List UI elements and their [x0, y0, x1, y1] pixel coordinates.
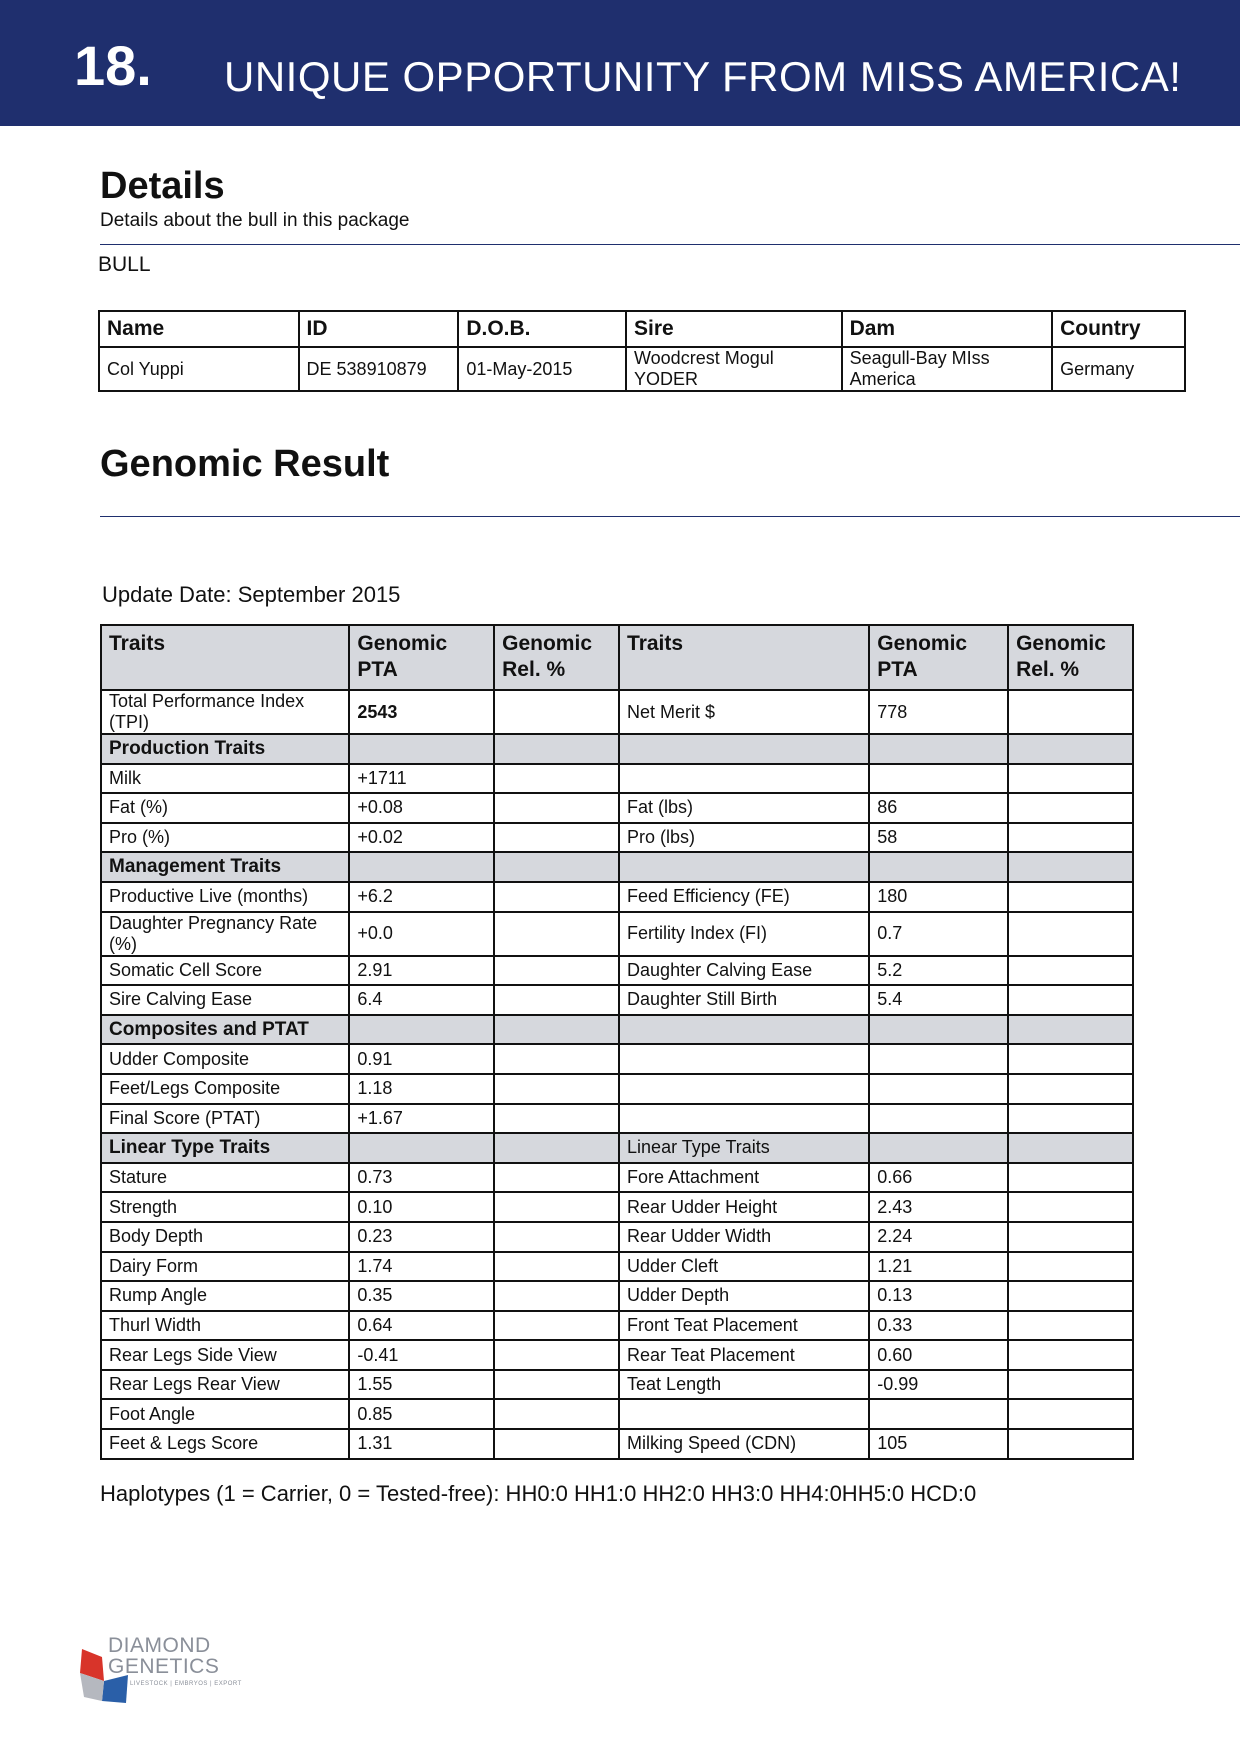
cell-trait-right: Rear Udder Height — [619, 1192, 869, 1222]
table-row — [101, 764, 1133, 794]
header-pta-left: Genomic PTA — [349, 625, 494, 690]
cell-trait-left: Rear Legs Side View — [101, 1340, 349, 1370]
cell-rel-left — [494, 690, 619, 734]
update-date: Update Date: September 2015 — [102, 582, 401, 607]
cell-rel-right — [1008, 1429, 1133, 1459]
header-rel-right: Genomic Rel. % — [1008, 625, 1133, 690]
cell-rel-right — [1008, 734, 1133, 764]
cell-trait-left: Body Depth — [101, 1222, 349, 1252]
cell-rel-left — [494, 1044, 619, 1074]
cell-trait-left: Somatic Cell Score — [101, 956, 349, 986]
haplotypes-line: Haplotypes (1 = Carrier, 0 = Tested-free): HH0:0 HH1:0 HH2:0 HH3:0 HH4:0HH5:0 HCD:0 — [100, 1481, 977, 1506]
cell-pta-right: -0.99 — [869, 1370, 1008, 1400]
cell-rel-left — [494, 1399, 619, 1429]
cell-rel-right — [1008, 1370, 1133, 1400]
cell-pta-left: 1.74 — [349, 1252, 494, 1282]
cell-rel-left — [494, 1340, 619, 1370]
table-row — [101, 1281, 1133, 1311]
cell-pta-left: -0.41 — [349, 1340, 494, 1370]
cell-rel-right — [1008, 882, 1133, 912]
cell-pta-left: 0.73 — [349, 1163, 494, 1193]
cell-pta-left: 1.18 — [349, 1074, 494, 1104]
header-rel-left: Genomic Rel. % — [494, 625, 619, 690]
details-title: Details — [100, 165, 225, 207]
cell-pta-left: 2.91 — [349, 956, 494, 986]
cell-trait-left: Feet & Legs Score — [101, 1429, 349, 1459]
logo-tagline: LIVESTOCK | EMBRYOS | EXPORT — [130, 1681, 242, 1687]
cell-trait-left: Strength — [101, 1192, 349, 1222]
genomic-table-header — [101, 625, 1133, 690]
details-divider — [100, 244, 1240, 245]
table-row — [101, 1252, 1133, 1282]
bull-id: DE 538910879 — [299, 347, 459, 391]
cell-trait-right: Udder Depth — [619, 1281, 869, 1311]
cell-rel-right — [1008, 1399, 1133, 1429]
cell-pta-right: 2.24 — [869, 1222, 1008, 1252]
cell-trait-right: Fertility Index (FI) — [619, 912, 869, 956]
cell-trait-right: Front Teat Placement — [619, 1311, 869, 1341]
cell-pta-left: 0.85 — [349, 1399, 494, 1429]
cell-rel-left — [494, 956, 619, 986]
cell-pta-right — [869, 852, 1008, 882]
table-row — [101, 1222, 1133, 1252]
cell-trait-left: Pro (%) — [101, 823, 349, 853]
cell-pta-right: 0.13 — [869, 1281, 1008, 1311]
bull-country: Germany — [1052, 347, 1185, 391]
bull-label: BULL — [98, 253, 151, 276]
cell-rel-left — [494, 1370, 619, 1400]
cell-trait-left: Foot Angle — [101, 1399, 349, 1429]
cell-rel-right — [1008, 1015, 1133, 1045]
cell-trait-left: Production Traits — [101, 734, 349, 764]
cell-rel-left — [494, 823, 619, 853]
genomic-table — [100, 624, 1134, 1460]
cell-trait-left: Rear Legs Rear View — [101, 1370, 349, 1400]
cell-rel-left — [494, 1104, 619, 1134]
cell-trait-left: Sire Calving Ease — [101, 985, 349, 1015]
bull-sire: Woodcrest Mogul YODER — [626, 347, 842, 391]
cell-trait-left: Milk — [101, 764, 349, 794]
cell-pta-left: +6.2 — [349, 882, 494, 912]
cell-trait-right: Milking Speed (CDN) — [619, 1429, 869, 1459]
cell-rel-right — [1008, 793, 1133, 823]
cell-rel-left — [494, 1133, 619, 1163]
cell-rel-right — [1008, 1044, 1133, 1074]
section-row — [101, 852, 1133, 882]
cell-trait-right — [619, 734, 869, 764]
cell-rel-right — [1008, 912, 1133, 956]
cell-pta-left: +1711 — [349, 764, 494, 794]
bull-table-row — [99, 347, 1185, 391]
cell-rel-right — [1008, 1104, 1133, 1134]
cell-trait-left: Feet/Legs Composite — [101, 1074, 349, 1104]
cell-rel-left — [494, 793, 619, 823]
table-row — [101, 1192, 1133, 1222]
header-pta-right: Genomic PTA — [869, 625, 1008, 690]
cell-trait-right: Fore Attachment — [619, 1163, 869, 1193]
cell-pta-right: 0.7 — [869, 912, 1008, 956]
cell-pta-right — [869, 764, 1008, 794]
bull-header-country: Country — [1052, 311, 1185, 347]
cell-rel-right — [1008, 690, 1133, 734]
cell-trait-right — [619, 1044, 869, 1074]
cell-pta-left — [349, 852, 494, 882]
cell-trait-right — [619, 1015, 869, 1045]
cell-trait-right: Feed Efficiency (FE) — [619, 882, 869, 912]
table-row — [101, 1399, 1133, 1429]
cell-rel-right — [1008, 956, 1133, 986]
cell-rel-left — [494, 1015, 619, 1045]
cell-pta-right: 180 — [869, 882, 1008, 912]
cell-trait-right: Rear Teat Placement — [619, 1340, 869, 1370]
cell-rel-right — [1008, 1311, 1133, 1341]
section-row — [101, 1133, 1133, 1163]
header-traits-left: Traits — [101, 625, 349, 690]
bull-table — [98, 310, 1186, 392]
cell-trait-right: Teat Length — [619, 1370, 869, 1400]
bull-header-name: Name — [99, 311, 299, 347]
table-row — [101, 1104, 1133, 1134]
logo-line-1: DIAMOND — [108, 1634, 211, 1657]
bull-table-header — [99, 311, 1185, 347]
cell-trait-left: Fat (%) — [101, 793, 349, 823]
logo-wordmark — [108, 1635, 219, 1677]
section-row — [101, 734, 1133, 764]
genomic-table-body — [101, 690, 1133, 1459]
cell-pta-left: 1.55 — [349, 1370, 494, 1400]
page-title: UNIQUE OPPORTUNITY FROM MISS AMERICA! — [224, 53, 1182, 100]
cell-trait-right: Fat (lbs) — [619, 793, 869, 823]
bull-name: Col Yuppi — [99, 347, 299, 391]
header-traits-right: Traits — [619, 625, 869, 690]
cell-pta-right: 5.2 — [869, 956, 1008, 986]
table-row — [101, 1370, 1133, 1400]
cell-trait-right — [619, 852, 869, 882]
cell-pta-left: +0.02 — [349, 823, 494, 853]
cell-pta-right — [869, 1015, 1008, 1045]
cell-rel-right — [1008, 823, 1133, 853]
cell-rel-left — [494, 1222, 619, 1252]
cell-rel-left — [494, 985, 619, 1015]
cell-pta-right: 2.43 — [869, 1192, 1008, 1222]
cell-trait-left: Management Traits — [101, 852, 349, 882]
cell-trait-right — [619, 1399, 869, 1429]
cell-pta-right — [869, 1074, 1008, 1104]
cell-rel-right — [1008, 1281, 1133, 1311]
cell-rel-left — [494, 734, 619, 764]
cell-pta-left: +0.0 — [349, 912, 494, 956]
cell-rel-right — [1008, 852, 1133, 882]
table-row — [101, 956, 1133, 986]
cell-rel-left — [494, 912, 619, 956]
cell-pta-left: 0.10 — [349, 1192, 494, 1222]
bull-header-sire: Sire — [626, 311, 842, 347]
cell-rel-left — [494, 852, 619, 882]
cell-trait-left: Total Performance Index (TPI) — [101, 690, 349, 734]
table-row — [101, 823, 1133, 853]
cell-pta-right: 1.21 — [869, 1252, 1008, 1282]
cell-rel-right — [1008, 1074, 1133, 1104]
company-logo — [80, 1635, 250, 1715]
cell-trait-right — [619, 1074, 869, 1104]
cell-trait-right: Net Merit $ — [619, 690, 869, 734]
cell-rel-left — [494, 882, 619, 912]
cell-pta-left: 0.35 — [349, 1281, 494, 1311]
cell-rel-left — [494, 1281, 619, 1311]
table-row — [101, 912, 1133, 956]
bull-dob: 01-May-2015 — [458, 347, 626, 391]
cell-trait-left: Stature — [101, 1163, 349, 1193]
cell-trait-right: Udder Cleft — [619, 1252, 869, 1282]
cell-rel-right — [1008, 1222, 1133, 1252]
cell-rel-right — [1008, 1133, 1133, 1163]
cell-pta-left: +1.67 — [349, 1104, 494, 1134]
table-row — [101, 793, 1133, 823]
table-row — [101, 1429, 1133, 1459]
cell-pta-right: 105 — [869, 1429, 1008, 1459]
cell-rel-right — [1008, 764, 1133, 794]
table-row — [101, 1044, 1133, 1074]
table-row — [101, 882, 1133, 912]
logo-line-2: GENETICS — [108, 1655, 220, 1678]
cell-pta-right: 58 — [869, 823, 1008, 853]
cell-rel-right — [1008, 1163, 1133, 1193]
cell-pta-right — [869, 1044, 1008, 1074]
genomic-title: Genomic Result — [100, 443, 390, 485]
cell-trait-left: Dairy Form — [101, 1252, 349, 1282]
cell-pta-right: 86 — [869, 793, 1008, 823]
cell-pta-left: 0.64 — [349, 1311, 494, 1341]
cell-rel-right — [1008, 1192, 1133, 1222]
cell-pta-right: 0.33 — [869, 1311, 1008, 1341]
cell-trait-left: Final Score (PTAT) — [101, 1104, 349, 1134]
cell-rel-right — [1008, 1340, 1133, 1370]
cell-pta-left: 2543 — [349, 690, 494, 734]
cell-trait-left: Productive Live (months) — [101, 882, 349, 912]
cell-pta-left — [349, 1015, 494, 1045]
bull-header-dam: Dam — [842, 311, 1053, 347]
cell-rel-left — [494, 1311, 619, 1341]
cell-pta-right — [869, 1399, 1008, 1429]
cell-pta-right — [869, 734, 1008, 764]
cell-trait-left: Linear Type Traits — [101, 1133, 349, 1163]
page-number: 18. — [74, 34, 152, 97]
bull-header-id: ID — [299, 311, 459, 347]
table-row — [101, 985, 1133, 1015]
cell-trait-right: Daughter Calving Ease — [619, 956, 869, 986]
genomic-divider — [100, 516, 1240, 517]
cell-trait-left: Thurl Width — [101, 1311, 349, 1341]
table-row — [101, 1311, 1133, 1341]
table-row — [101, 1074, 1133, 1104]
cell-pta-right: 778 — [869, 690, 1008, 734]
cell-pta-right — [869, 1104, 1008, 1134]
cell-trait-left: Daughter Pregnancy Rate (%) — [101, 912, 349, 956]
cell-trait-right: Linear Type Traits — [619, 1133, 869, 1163]
cell-pta-left: 6.4 — [349, 985, 494, 1015]
cell-pta-left: +0.08 — [349, 793, 494, 823]
bull-dam: Seagull-Bay MIss America — [842, 347, 1053, 391]
cell-pta-left: 0.91 — [349, 1044, 494, 1074]
cell-pta-right — [869, 1133, 1008, 1163]
bull-header-dob: D.O.B. — [458, 311, 626, 347]
cell-trait-right: Rear Udder Width — [619, 1222, 869, 1252]
cell-rel-left — [494, 1252, 619, 1282]
cell-rel-left — [494, 1074, 619, 1104]
cell-pta-left — [349, 734, 494, 764]
cell-pta-right: 0.66 — [869, 1163, 1008, 1193]
cell-rel-left — [494, 1163, 619, 1193]
header-bar — [0, 0, 1240, 126]
cell-rel-left — [494, 1192, 619, 1222]
table-row — [101, 1340, 1133, 1370]
cell-trait-right: Daughter Still Birth — [619, 985, 869, 1015]
cell-trait-left: Rump Angle — [101, 1281, 349, 1311]
cell-pta-left — [349, 1133, 494, 1163]
cell-rel-right — [1008, 1252, 1133, 1282]
cell-pta-right: 5.4 — [869, 985, 1008, 1015]
cell-rel-right — [1008, 985, 1133, 1015]
cell-trait-left: Composites and PTAT — [101, 1015, 349, 1045]
cell-trait-right — [619, 1104, 869, 1134]
cell-trait-left: Udder Composite — [101, 1044, 349, 1074]
cell-trait-right: Pro (lbs) — [619, 823, 869, 853]
cell-rel-left — [494, 1429, 619, 1459]
section-row — [101, 1015, 1133, 1045]
cell-pta-left: 1.31 — [349, 1429, 494, 1459]
table-row — [101, 690, 1133, 734]
table-row — [101, 1163, 1133, 1193]
cell-trait-right — [619, 764, 869, 794]
cell-pta-left: 0.23 — [349, 1222, 494, 1252]
details-subtitle: Details about the bull in this package — [100, 210, 410, 231]
cell-pta-right: 0.60 — [869, 1340, 1008, 1370]
cell-rel-left — [494, 764, 619, 794]
